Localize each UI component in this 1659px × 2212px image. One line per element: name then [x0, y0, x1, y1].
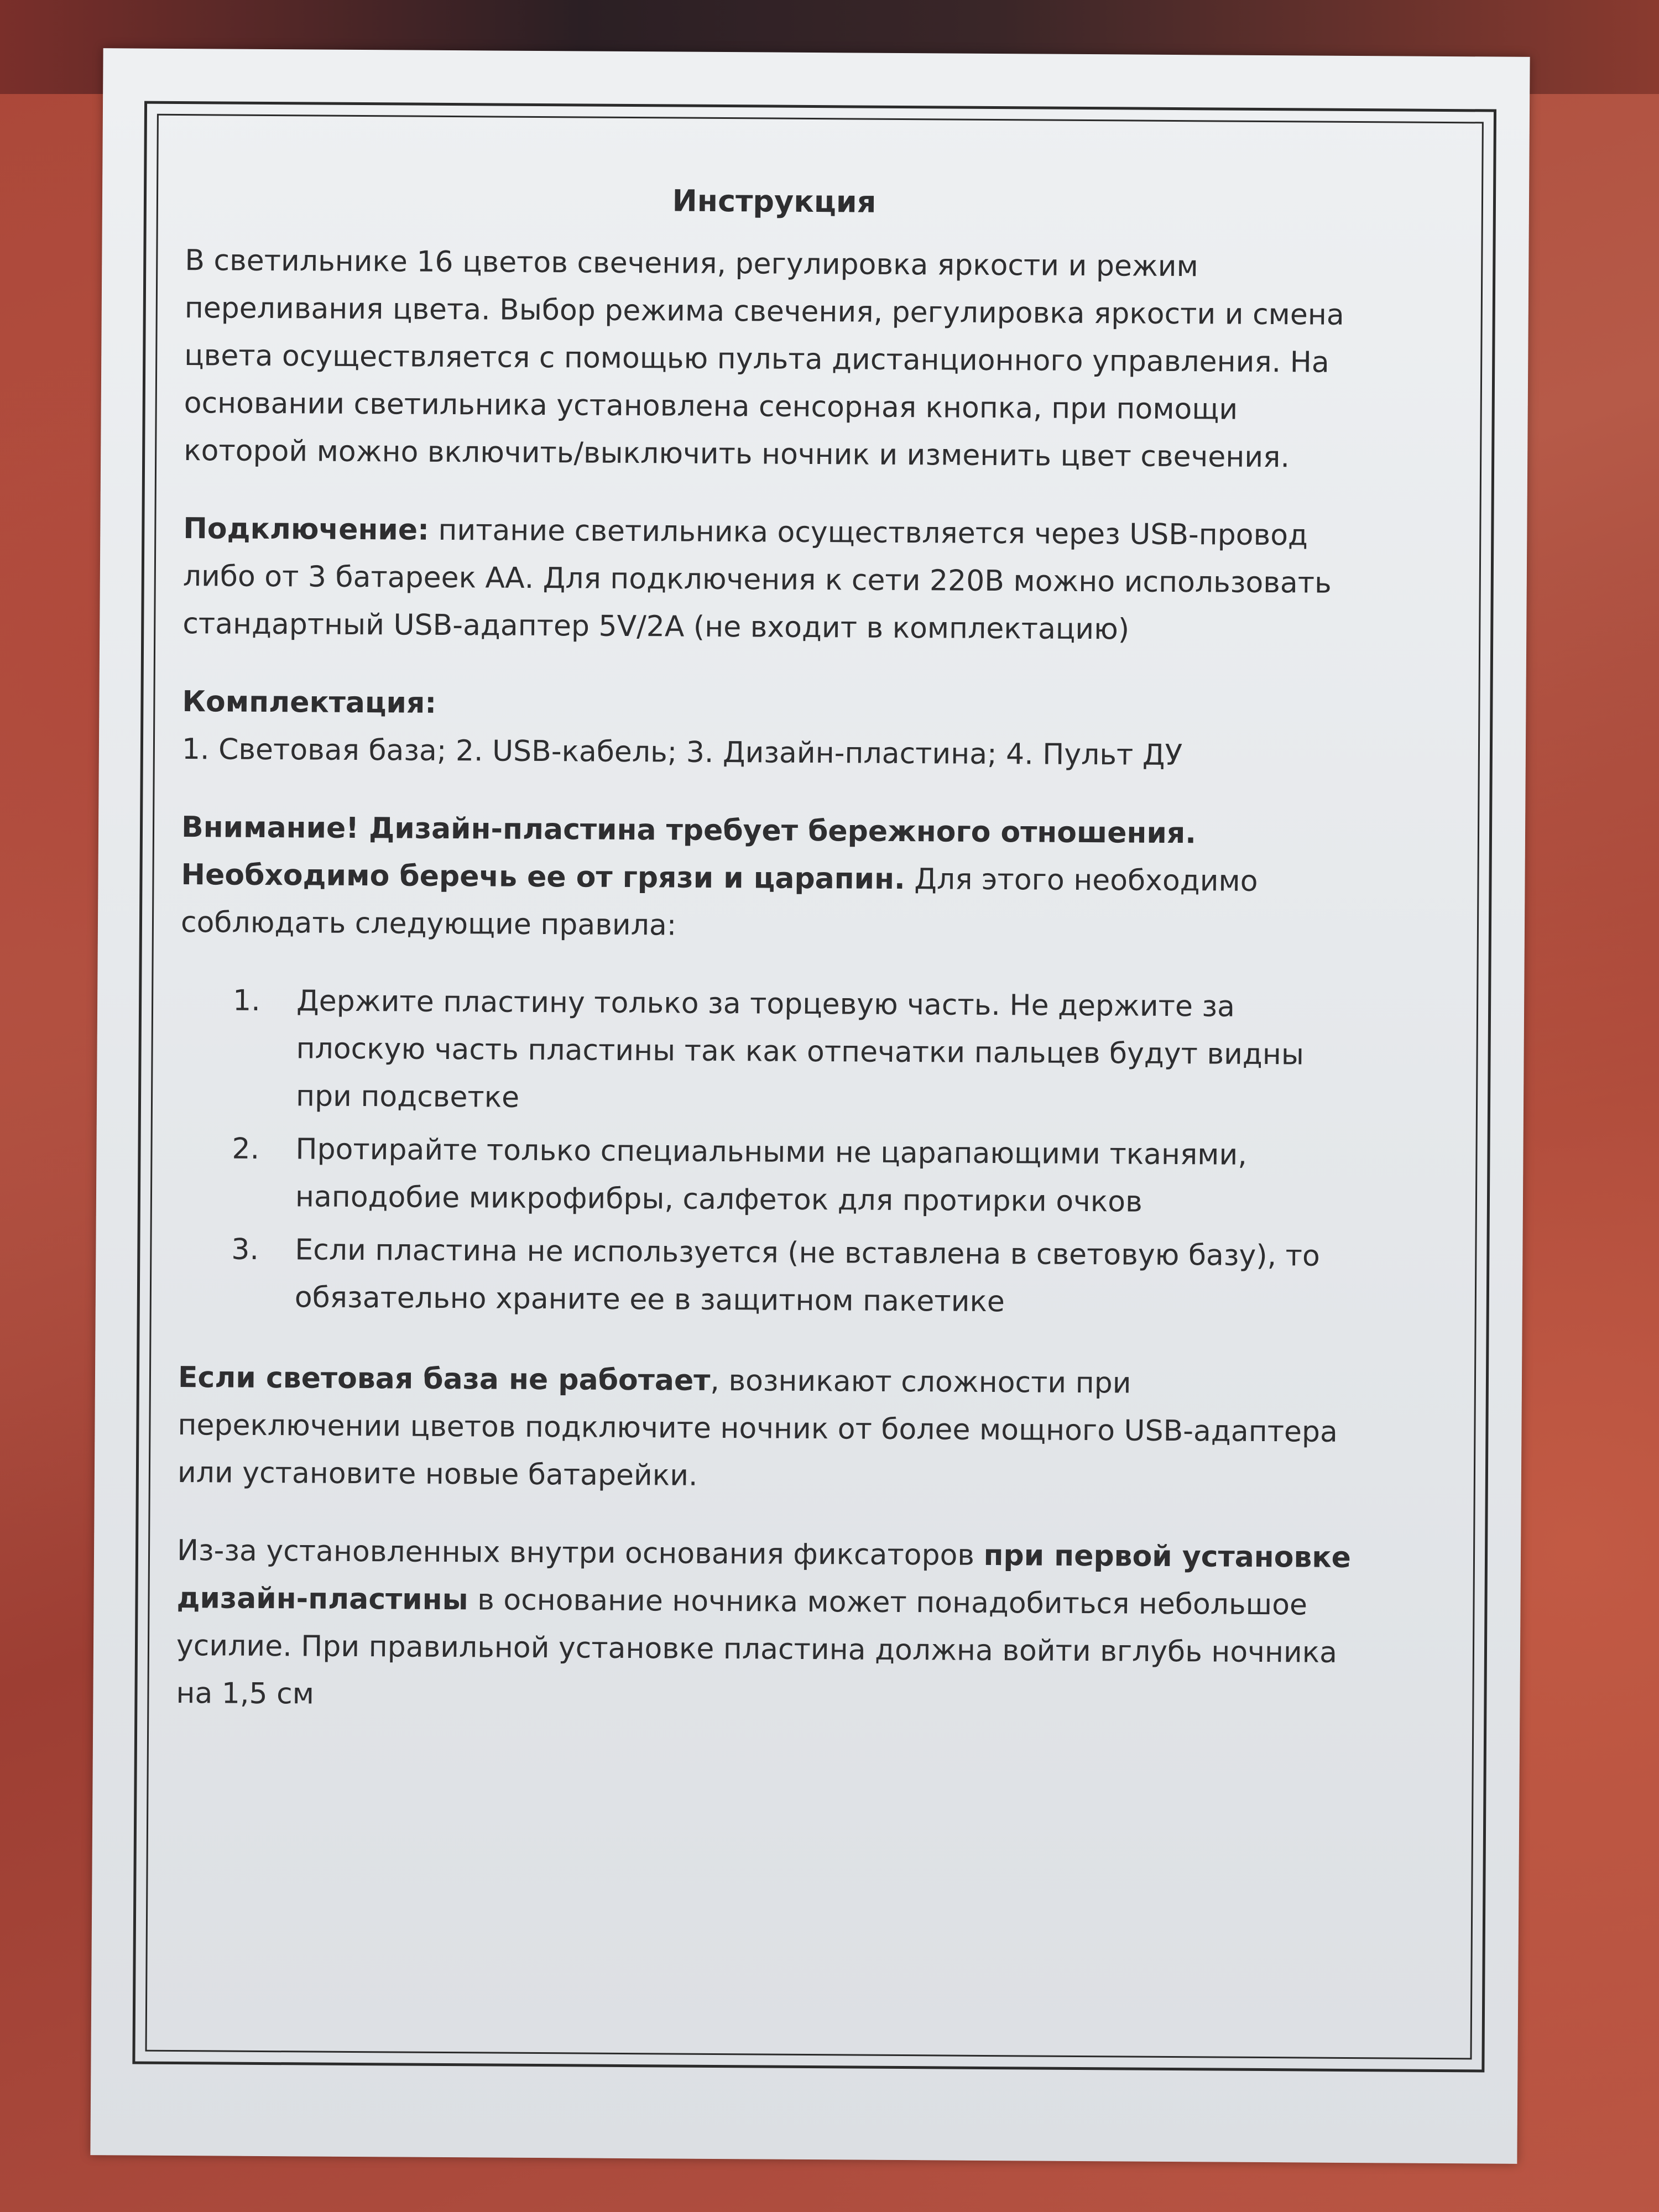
instruction-sheet [90, 48, 1530, 2164]
list-item-number: 2. [232, 1132, 260, 1166]
install-text-end: в основание ночника может понадобиться небольшое усилие. При правильной установке пластина должна войти вглубь ночника на 1,5 см [176, 1583, 1338, 1711]
kit-items: 1. Световая база; 2. USB-кабель; 3. Дизайн-пластина; 4. Пульт ДУ [181, 733, 1183, 773]
install-text-start: Из-за установленных внутри основания фиксаторов [176, 1534, 984, 1572]
list-item-number: 3. [231, 1233, 259, 1266]
list-item-number: 1. [232, 984, 260, 1018]
document-body [176, 176, 1363, 1755]
connection-paragraph [182, 505, 1361, 655]
document-title: Инструкция [672, 183, 877, 220]
list-item [179, 1125, 1358, 1227]
list-item-text: Если пластина не используется (не вставлена в световую базу), то обязательно храните ее в защитном пакетике [294, 1233, 1320, 1319]
install-paragraph [176, 1527, 1355, 1724]
warning-text: Для этого необходимо соблюдать следующие правила: [180, 863, 1258, 942]
list-item-text: Держите пластину только за торцевую часть. Не держите за плоскую часть пластины так как отпечатки пальцев будут видны при подсветке [295, 984, 1305, 1114]
kit-label: Комплектация: [182, 685, 437, 720]
troubleshoot-text: , возникают сложности при переключении цветов подключите ночник от более мощного USB-адаптера или установите новые батарейки. [177, 1364, 1338, 1493]
warning-bold: Внимание! Дизайн-пластина требует бережного отношения. Необходимо беречь ее от грязи и царапин. [181, 811, 1197, 896]
connection-label: Подключение: [183, 512, 430, 547]
troubleshoot-paragraph [178, 1354, 1357, 1504]
intro-paragraph: В светильнике 16 цветов свечения, регулировка яркости и режим переливания цвета. Выбор режима свечения, регулировка яркости и смена цвета осуществляется с помощью пульта дистанционного управления. На основании светильника установлена сенсорная кнопка, при помощи которой можно включить/выключить ночник и изменить цвет свечения. [184, 244, 1344, 474]
warning-paragraph [181, 804, 1360, 953]
troubleshoot-bold: Если световая база не работает [178, 1361, 711, 1397]
rules-list [179, 977, 1359, 1328]
list-item [180, 977, 1359, 1126]
list-item [179, 1225, 1357, 1328]
list-item-text: Протирайте только специальными не царапающими тканями, наподобие микрофибры, салфеток для протирки очков [295, 1133, 1248, 1219]
connection-text: питание светильника осуществляется через USB-провод либо от 3 батареек АА. Для подключения к сети 220В можно использовать стандартный USB-адаптер 5V/2A (не входит в комплектацию) [182, 513, 1332, 646]
install-bold: при первой установке дизайн-пластины [176, 1538, 1352, 1617]
